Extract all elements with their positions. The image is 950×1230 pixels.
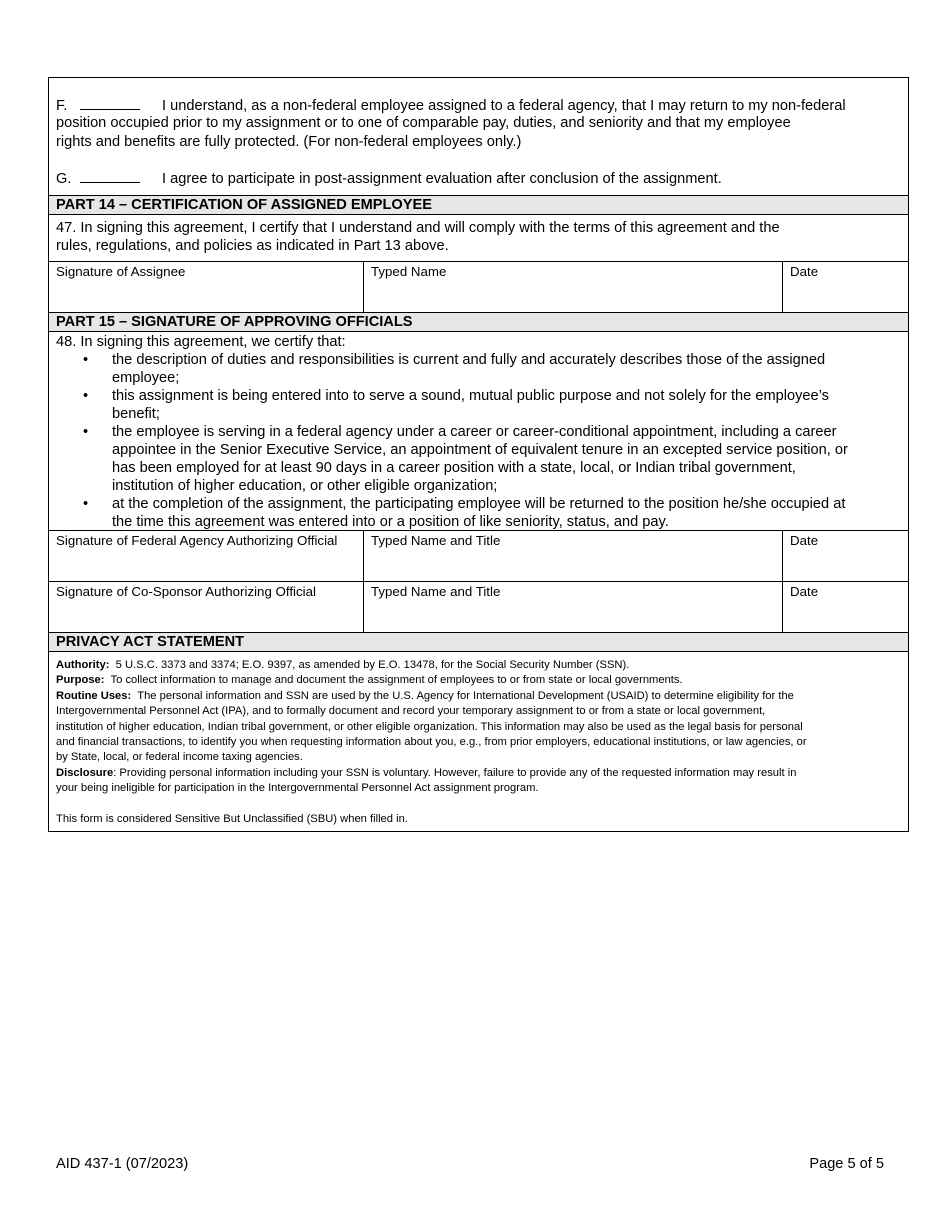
part14-line1: 47. In signing this agreement, I certify that I understand and will comply with the terms of this agreement and the (56, 220, 780, 236)
privacy-header: PRIVACY ACT STATEMENT (49, 632, 908, 652)
privacy-disclosure: Disclosure: Providing personal information including your SSN is voluntary. However, failure to provide any of the requested information may result in your being ineligible for participation in the Intergovernmental Personnel Act assignment program. (56, 766, 797, 795)
assignee-date-label: Date (790, 264, 819, 279)
part15-intro: 48. In signing this agreement, we certify that: (56, 334, 346, 350)
assignee-typed-name-field[interactable] (364, 262, 783, 312)
part14-line2: rules, regulations, and policies as indicated in Part 13 above. (56, 238, 449, 254)
assignee-signature-field[interactable] (49, 262, 364, 312)
federal-official-signature-field[interactable] (49, 531, 364, 581)
part15-bullet-list (56, 351, 901, 530)
ack-f-row (56, 96, 846, 115)
form-page (48, 77, 909, 832)
ack-g-row (56, 169, 722, 188)
privacy-act-statement (49, 652, 908, 831)
bullet-icon: • (83, 388, 89, 404)
cosponsor-official-name-title-field[interactable] (364, 582, 783, 632)
part14-header: PART 14 – CERTIFICATION OF ASSIGNED EMPLOYEE (49, 195, 908, 215)
privacy-routine-uses: Routine Uses: The personal information and SSN are used by the U.S. Agency for International Development (USAID) to determine eligibility for the Intergovernmental Personnel Act (IPA), and to formally document and record your temporary assignment to or from a state or local government, institution of higher education, Indian tribal government, or other eligible organization. This information may also be used as the legal basis for personal and financial transactions, to identify you when requesting information about you, e.g., from prior employers, educational institutions, or law agencies, or by State, local, or federal income taxing agencies. (56, 689, 807, 764)
cosponsor-official-name-title-label: Typed Name and Title (371, 584, 501, 599)
page-number: Page 5 of 5 (809, 1156, 884, 1172)
ack-f-initials-field[interactable] (80, 96, 140, 110)
bullet-icon: • (83, 496, 89, 512)
ack-f-line1: I understand, as a non-federal employee assigned to a federal agency, that I may return to my non-federal (162, 98, 846, 114)
form-id: AID 437-1 (07/2023) (56, 1156, 189, 1172)
ack-g-initials-field[interactable] (80, 169, 140, 183)
ack-g-line1: I agree to participate in post-assignment evaluation after conclusion of the assignment. (162, 171, 722, 187)
privacy-spacer (56, 797, 901, 812)
list-item: • the description of duties and responsibilities is current and fully and accurately describes those of the assigned employee; (83, 352, 826, 386)
assignee-typed-name-label: Typed Name (371, 264, 447, 279)
ack-f-letter: F. (56, 98, 68, 114)
part15-certification (49, 332, 908, 530)
privacy-authority: Authority: 5 U.S.C. 3373 and 3374; E.O. 9397, as amended by E.O. 13478, for the Social Security Number (SSN). (56, 659, 630, 671)
cosponsor-official-signature-row (49, 581, 908, 632)
ack-f-line3: rights and benefits are fully protected. (For non-federal employees only.) (56, 134, 522, 150)
cosponsor-official-date-field[interactable] (783, 582, 908, 632)
assignee-date-field[interactable] (783, 262, 908, 312)
assignee-signature-label: Signature of Assignee (56, 264, 186, 279)
federal-official-name-title-field[interactable] (364, 531, 783, 581)
list-item: • at the completion of the assignment, the participating employee will be returned to the position he/she occupied at the time this agreement was entered into or a position of like seniority, status, and pay. (83, 496, 846, 530)
bullet-icon: • (83, 424, 89, 440)
cosponsor-official-signature-label: Signature of Co-Sponsor Authorizing Official (56, 584, 316, 599)
federal-official-signature-row (49, 530, 908, 581)
federal-official-name-title-label: Typed Name and Title (371, 533, 501, 548)
assignee-signature-row (49, 261, 908, 312)
federal-official-date-label: Date (790, 533, 819, 548)
privacy-sbu-notice: This form is considered Sensitive But Unclassified (SBU) when filled in. (56, 812, 408, 825)
list-item: • the employee is serving in a federal agency under a career or career-conditional appointment, including a career appointee in the Senior Executive Service, an appointment of equivalent tenure in an excepted service position, or has been employed for at least 90 days in a career position with a state, local, or Indian tribal government, institution of higher education, or other eligible organization; (83, 424, 848, 494)
bullet-icon: • (83, 352, 89, 368)
ack-f-line2: position occupied prior to my assignment or to one of comparable pay, duties, and seniority and that my employee (56, 115, 791, 131)
cosponsor-official-signature-field[interactable] (49, 582, 364, 632)
part14-certification (49, 215, 908, 261)
federal-official-signature-label: Signature of Federal Agency Authorizing Official (56, 533, 338, 548)
list-item: • this assignment is being entered into to serve a sound, mutual public purpose and not solely for the employee’s benefit; (83, 388, 829, 422)
part15-header: PART 15 – SIGNATURE OF APPROVING OFFICIALS (49, 312, 908, 332)
federal-official-date-field[interactable] (783, 531, 908, 581)
privacy-purpose: Purpose: To collect information to manage and document the assignment of employees to or from state or local governments. (56, 674, 683, 687)
part13-acknowledgements (49, 78, 908, 195)
ack-g-letter: G. (56, 171, 72, 187)
cosponsor-official-date-label: Date (790, 584, 819, 599)
